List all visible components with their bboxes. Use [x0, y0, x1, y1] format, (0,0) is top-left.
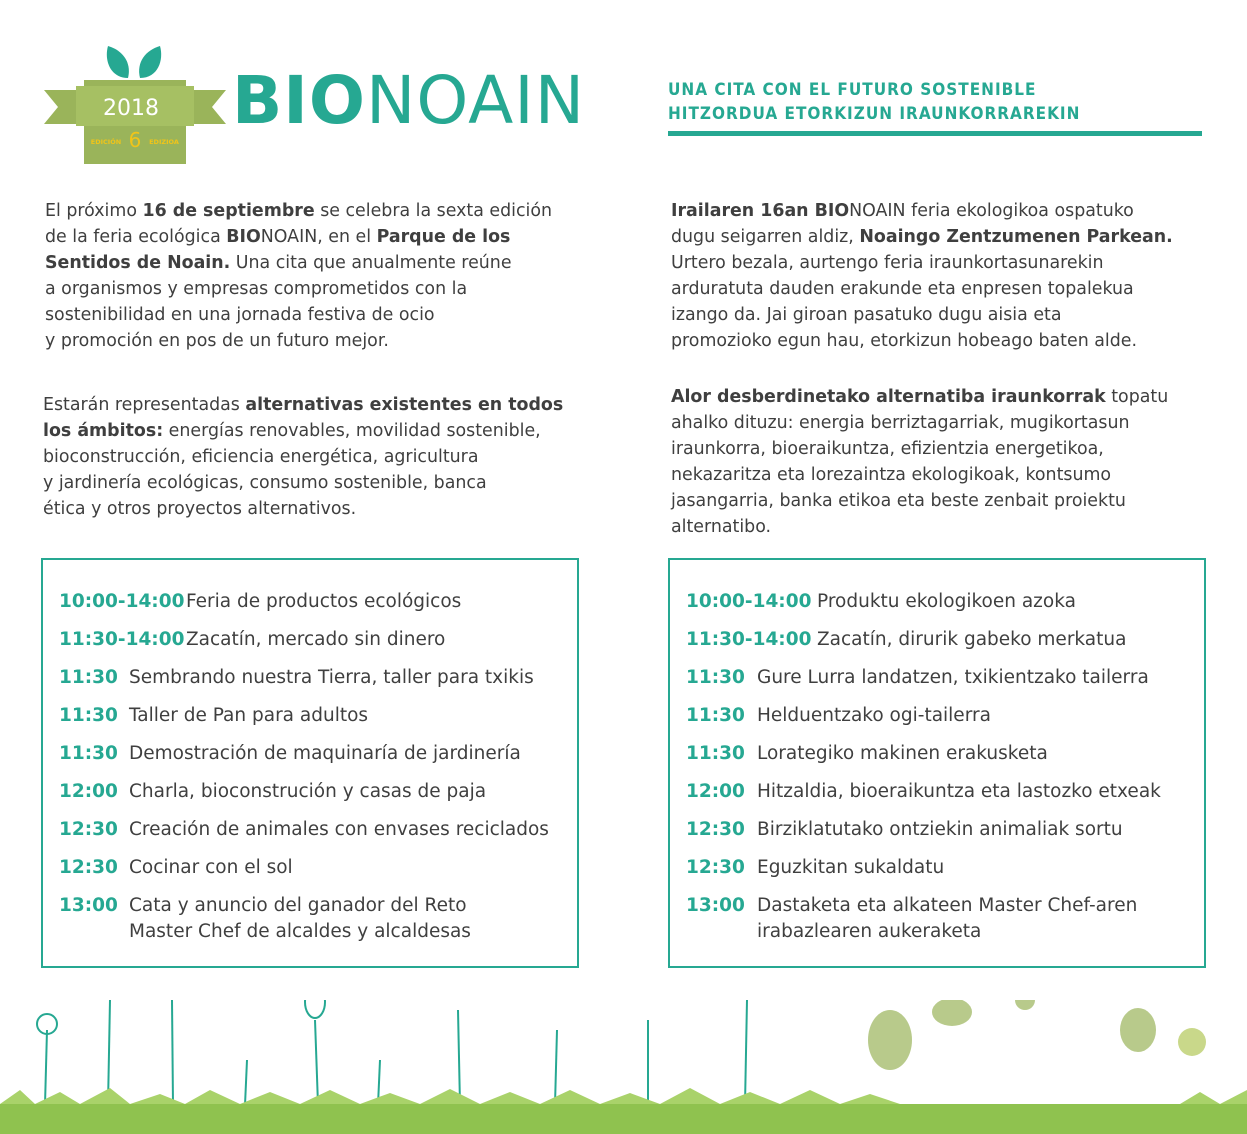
schedule-row	[686, 741, 1048, 767]
basque-intro-paragraph: Irailaren 16an BIONOAIN feria ekologikoa ospatuko dugu seigarren aldiz, Noaingo Zentzumenen Parkean. Urtero bezala, aurtengo feria iraunkortasunarekin arduratuta dauden erakunde eta enpresen topalekua izango da. Jai giroan pasatuko dugu aisia eta promozioko egun hau, etorkizun hobeago baten alde.	[671, 201, 1173, 351]
schedule-row	[686, 703, 991, 729]
brand-logo	[232, 62, 586, 139]
header-divider	[668, 131, 1202, 136]
schedule-time: 12:00	[686, 781, 745, 802]
schedule-time: 11:30	[686, 743, 745, 764]
schedule-time: 12:30	[59, 819, 118, 840]
brand-regular: NOAIN	[365, 62, 586, 139]
schedule-activity: Cocinar con el sol	[129, 857, 293, 878]
schedule-time: 11:30	[59, 667, 118, 688]
schedule-time: 11:30	[686, 705, 745, 726]
basque-alternatives-paragraph: Alor desberdinetako alternatiba iraunkorrak topatu ahalko dituzu: energia berriztagarriak, mugikortasun iraunkorra, bioeraikuntza, efizientzia energetikoa, nekazaritza eta lorezaintza ekologikoak, kontsumo jasangarria, banka etikoa eta beste zenbait proiektu alternatibo.	[671, 387, 1169, 537]
schedule-row	[59, 817, 549, 843]
svg-text:EDICIÓN: EDICIÓN	[90, 138, 122, 146]
schedule-time: 12:30	[686, 819, 745, 840]
leaves-icon	[107, 46, 161, 78]
schedule-time: 12:30	[59, 857, 118, 878]
tagline-spanish: UNA CITA CON EL FUTURO SOSTENIBLE	[668, 80, 1037, 100]
svg-text:EDIZIOA: EDIZIOA	[149, 138, 179, 146]
schedule-activity: Zacatín, mercado sin dinero	[186, 629, 446, 650]
schedule-activity: Taller de Pan para adultos	[129, 705, 369, 726]
spanish-schedule-box	[41, 558, 579, 968]
schedule-time: 10:00-14:00	[59, 591, 185, 612]
schedule-row	[686, 627, 1126, 653]
schedule-row	[686, 779, 1161, 805]
schedule-row	[59, 741, 521, 767]
spanish-intro-paragraph: El próximo 16 de septiembre se celebra la sexta edición de la feria ecológica BIONOAIN, en el Parque de los Sentidos de Noain. Una cita que anualmente reúne a organismos y empresas comprometidos con la sostenibilidad en una jornada festiva de ocio y promoción en pos de un futuro mejor.	[45, 201, 553, 351]
schedule-time: 13:00	[686, 895, 745, 916]
schedule-row	[59, 893, 467, 919]
schedule-activity: Charla, bioconstrución y casas de paja	[129, 781, 487, 802]
schedule-row	[686, 893, 1137, 919]
schedule-activity: Helduentzako ogi-tailerra	[757, 705, 991, 726]
schedule-activity: Feria de productos ecológicos	[186, 591, 462, 612]
schedule-activity: Sembrando nuestra Tierra, taller para txikis	[129, 667, 534, 688]
sun-icon	[1178, 1028, 1206, 1056]
garden-illustration	[0, 1000, 1247, 1134]
schedule-row	[59, 627, 445, 653]
schedule-time: 11:30-14:00	[59, 629, 185, 650]
spanish-alternatives-paragraph: Estarán representadas alternativas existentes en todos los ámbitos: energías renovables, movilidad sostenible, bioconstrucción, eficiencia energética, agricultura y jardinería ecológicas, consumo sostenible, banca ética y otros proyectos alternativos.	[43, 395, 564, 519]
schedule-row	[686, 817, 1123, 843]
schedule-time: 11:30	[686, 667, 745, 688]
schedule-time: 11:30	[59, 743, 118, 764]
basque-schedule-box	[668, 558, 1206, 968]
schedule-row	[59, 779, 486, 805]
schedule-time: 12:30	[686, 857, 745, 878]
schedule-time: 12:00	[59, 781, 118, 802]
schedule-activity: Lorategiko makinen erakusketa	[757, 743, 1048, 764]
schedule-time: 13:00	[59, 895, 118, 916]
schedule-row	[59, 855, 293, 881]
schedule-time: 10:00-14:00	[686, 591, 812, 612]
schedule-activity: Dastaketa eta alkateen Master Chef-aren	[757, 895, 1138, 916]
tagline-basque: HITZORDUA ETORKIZUN IRAUNKORRAREKIN	[668, 104, 1081, 124]
schedule-activity: Eguzkitan sukaldatu	[757, 857, 945, 878]
schedule-time: 11:30	[59, 705, 118, 726]
schedule-activity: Birziklatutako ontziekin animaliak sortu	[757, 819, 1123, 840]
schedule-time: 11:30-14:00	[686, 629, 812, 650]
schedule-activity: Demostración de maquinaría de jardinería	[129, 743, 521, 764]
schedule-activity: Hitzaldia, bioeraikuntza eta lastozko etxeak	[757, 781, 1161, 802]
schedule-activity: Cata y anuncio del ganador del Reto	[129, 895, 467, 916]
schedule-activity: Creación de animales con envases reciclados	[129, 819, 549, 840]
brand-bold: BIO	[232, 62, 366, 139]
schedule-activity-continued: Master Chef de alcaldes y alcaldesas	[129, 921, 471, 942]
schedule-row	[686, 665, 1149, 691]
schedule-activity: Zacatín, dirurik gabeko merkatua	[817, 629, 1127, 650]
schedule-activity-continued: irabazlearen aukeraketa	[757, 921, 982, 942]
schedule-row	[59, 665, 534, 691]
schedule-row	[59, 703, 368, 729]
schedule-activity: Gure Lurra landatzen, txikientzako tailerra	[757, 667, 1149, 688]
schedule-row	[59, 589, 461, 615]
schedule-row	[686, 855, 944, 881]
schedule-row	[686, 589, 1076, 615]
year-label: 2018	[103, 96, 159, 121]
schedule-activity: Produktu ekologikoen azoka	[817, 591, 1076, 612]
plant-icons	[37, 1000, 747, 1105]
edition-number: 6	[128, 128, 142, 152]
edition-logo-badge	[40, 40, 230, 170]
